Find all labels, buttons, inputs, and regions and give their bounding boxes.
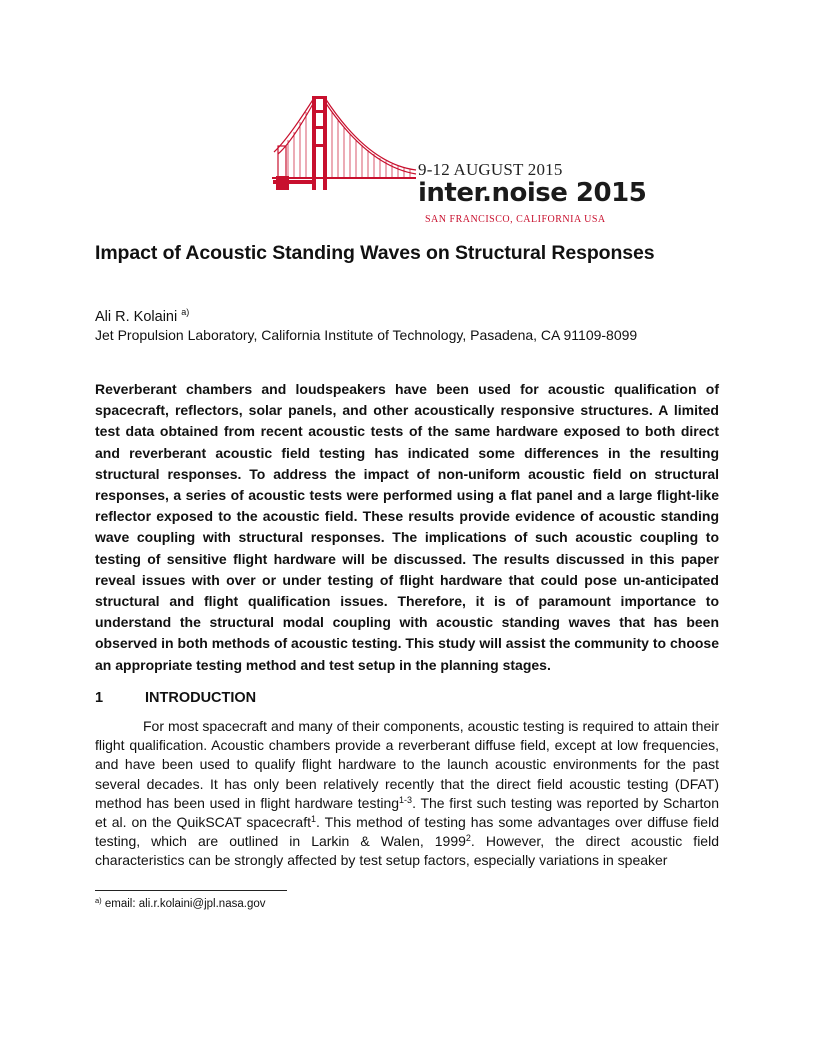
conference-location: SAN FRANCISCO, CALIFORNIA USA xyxy=(425,214,606,225)
citation: 2 xyxy=(465,833,471,844)
paper-title: Impact of Acoustic Standing Waves on Structural Responses xyxy=(95,242,655,264)
footnote-email[interactable]: email: ali.r.kolaini@jpl.nasa.gov xyxy=(101,898,266,910)
section-title: INTRODUCTION xyxy=(145,690,257,706)
author-affiliation: Jet Propulsion Laboratory, California Institute of Technology, Pasadena, CA 91109-8099 xyxy=(95,327,638,343)
author-footnote-mark: a) xyxy=(181,307,190,317)
author-line xyxy=(95,307,189,325)
section-number: 1 xyxy=(95,690,104,706)
intro-text-2: . The first such testing was reported by Scharton et al. on the QuikSCAT spacecraft xyxy=(95,794,719,831)
section-heading xyxy=(95,690,256,706)
footnote xyxy=(95,896,265,910)
author-name: Ali R. Kolaini xyxy=(95,309,178,325)
golden-gate-bridge-icon xyxy=(268,94,418,194)
intro-text-3: . This method of testing has some advantages over diffuse field testing, which are outlined in Larkin & Walen, 1999 xyxy=(95,814,719,850)
intro-paragraph xyxy=(95,717,719,871)
footnote-divider xyxy=(95,890,287,891)
intro-text-4: . However, the direct acoustic field characteristics can be strongly affected by test setup factors, especially variations in speaker xyxy=(95,833,719,869)
conference-logo xyxy=(268,94,647,230)
citation: 1-3 xyxy=(399,794,413,805)
conference-date: 9-12 AUGUST 2015 xyxy=(418,160,563,179)
abstract: Reverberant chambers and loudspeakers have been used for acoustic qualification of spacecraft, reflectors, solar panels, and other acoustically responsive structures. A limited test data obtained from recent acoustic tests of the same hardware exposed to both direct and reverberant acoustic field testing has indicated some differences in the resulting structural responses. To address the impact of non-uniform acoustic field on structural responses, a series of acoustic tests were performed using a flat panel and a large flight-like reflector exposed to the acoustic field. These results provide evidence of acoustic standing wave coupling with structural responses. The implications of such acoustic coupling to testing of sensitive flight hardware will be discussed. The results discussed in this paper reveal issues with over or under testing of flight hardware that could pose un-anticipated structural and flight qualification issues. Therefore, it is of paramount importance to understand the structural modal coupling with acoustic standing waves that has been observed in both methods of acoustic testing. This study will assist the community to choose an appropriate testing method and test setup in the planning stages. xyxy=(95,381,719,673)
intro-text-1: For most spacecraft and many of their components, acoustic testing is required to attain their flight qualification. Acoustic chambers provide a reverberant diffuse field, except at low frequencies, and have been used to qualify flight hardware to the launch acoustic environments for the past several decades. It has only been relatively recently that the direct field acoustic testing (DFAT) method has been used in flight hardware testing xyxy=(95,718,719,811)
citation: 1 xyxy=(311,814,317,825)
conference-name: inter.noise 2015 xyxy=(418,178,647,208)
footnote-mark: a) xyxy=(95,896,102,905)
